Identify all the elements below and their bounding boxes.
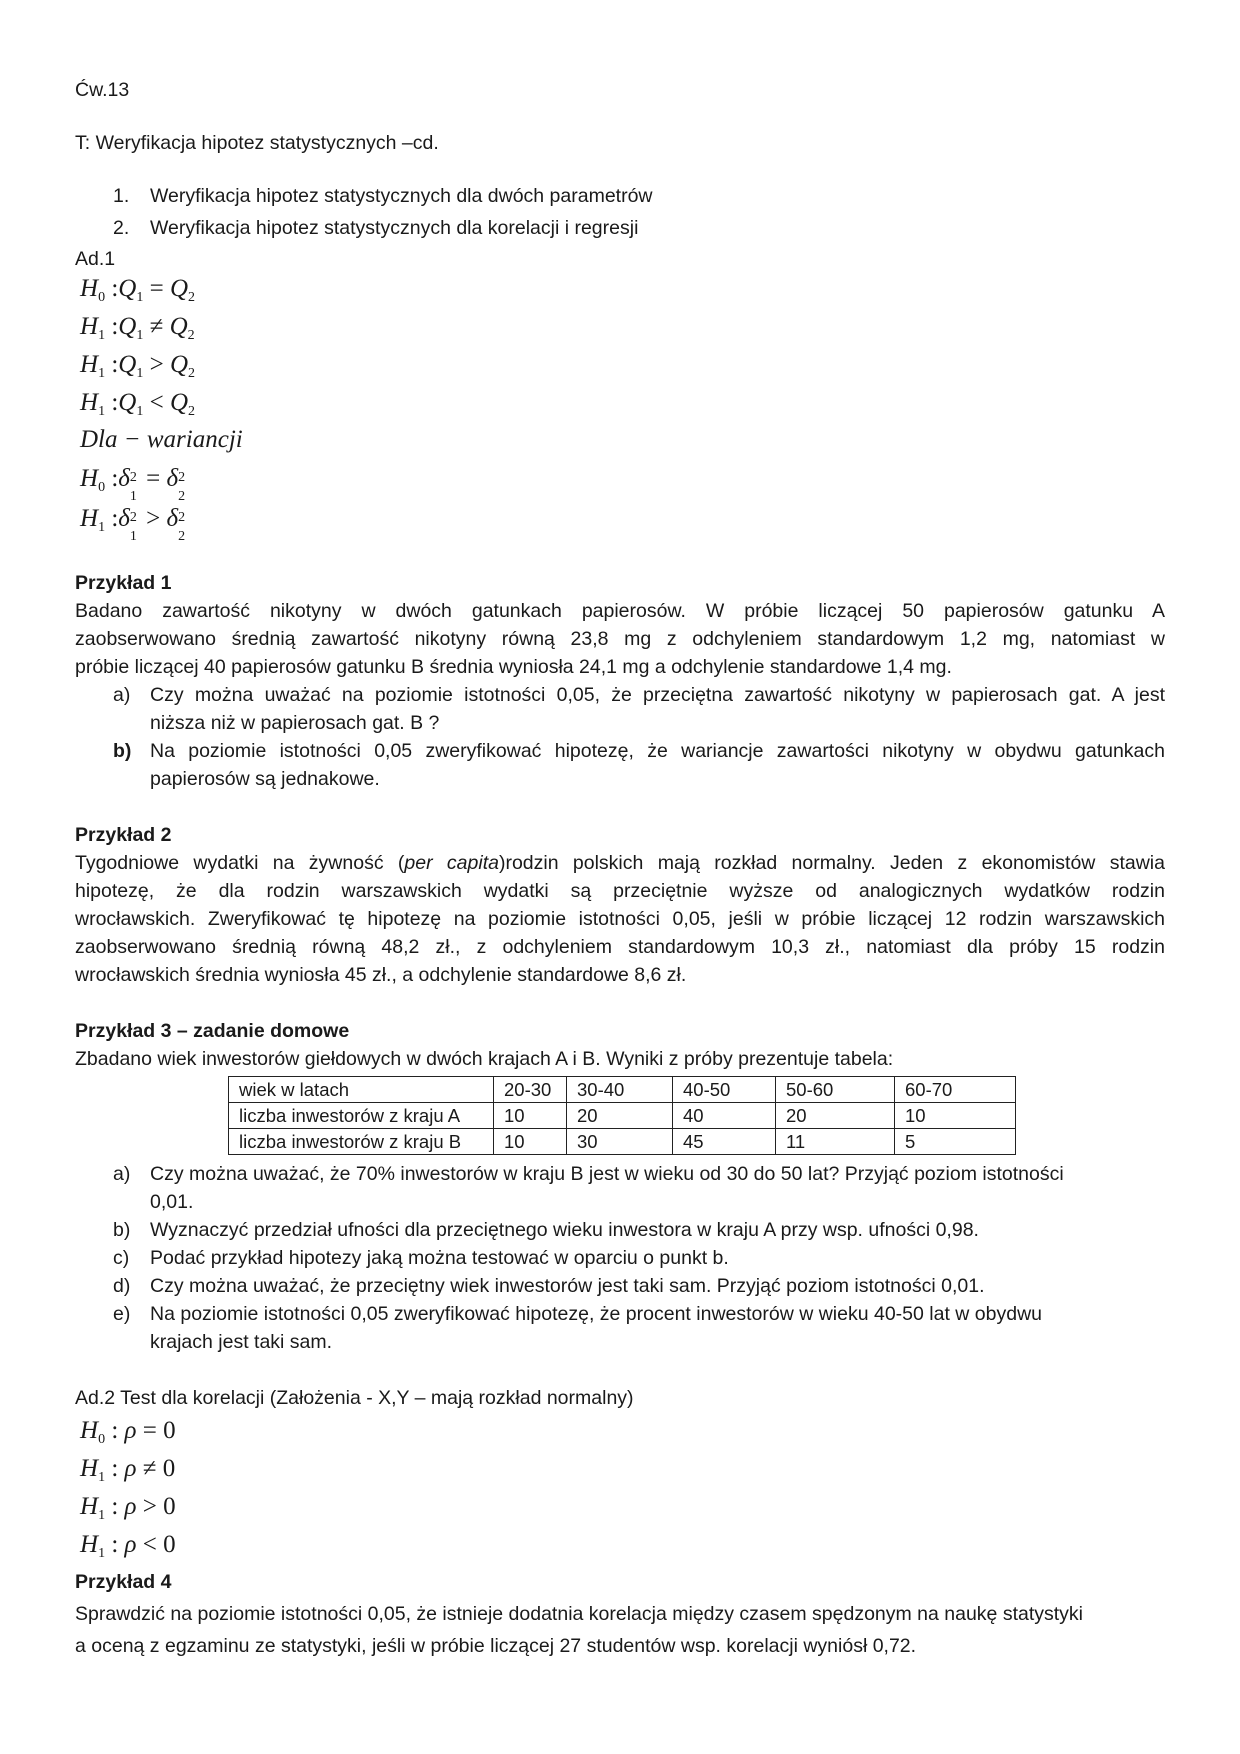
- outline-number: 2.: [113, 217, 130, 239]
- example1-text: zaobserwowano średnią zawartość nikotyny równą 23,8 mg z odchyleniem standardowym 1,2 mg, natomiast w: [75, 628, 1165, 650]
- example3-item: 0,01.: [150, 1191, 194, 1213]
- variance-label: Dla − wariancji: [80, 426, 243, 453]
- outline-number: 1.: [113, 185, 130, 207]
- example3-item: Na poziomie istotności 0,05 zweryfikować hipotezę, że procent inwestorów w wieku 40-50 lat w obydwu: [150, 1303, 1043, 1325]
- table-cell: 30-40: [567, 1077, 673, 1103]
- example2-text: zaobserwowano średnią równą 48,2 zł., z odchyleniem standardowym 10,3 zł., natomiast dla próby 15 rodzin: [75, 936, 1165, 958]
- exercise-number: Ćw.13: [75, 79, 130, 101]
- example1-text: próbie liczącej 40 papierosów gatunku B średnia wyniosła 24,1 mg a odchylenie standardowe 1,4 mg.: [75, 656, 952, 678]
- table-cell: 40-50: [673, 1077, 776, 1103]
- example1-title: Przykład 1: [75, 572, 172, 594]
- hypothesis-formula: $H_1$ $:Q_1 > Q_2$: [80, 351, 195, 381]
- table-cell: 20: [567, 1103, 673, 1129]
- table-cell: 11: [776, 1129, 895, 1155]
- hypothesis-formula: $H_0$ :δ 2 1 = δ 2 2: [80, 465, 186, 505]
- example3-title: Przykład 3 – zadanie domowe: [75, 1020, 350, 1042]
- item-marker: d): [113, 1275, 131, 1297]
- table-cell: liczba inwestorów z kraju A: [229, 1103, 494, 1129]
- example3-item: Czy można uważać, że 70% inwestorów w kraju B jest w wieku od 30 do 50 lat? Przyjąć poziom istotności: [150, 1163, 1064, 1185]
- item-marker: b): [113, 1219, 131, 1241]
- example1-item: papierosów są jednakowe.: [150, 768, 380, 790]
- example3-item: Wyznaczyć przedział ufności dla przeciętnego wieku inwestora w kraju A przy wsp. ufności 0,98.: [150, 1219, 979, 1241]
- table-cell: wiek w latach: [229, 1077, 494, 1103]
- table-cell: 20: [776, 1103, 895, 1129]
- section-label-ad1: Ad.1: [75, 248, 116, 270]
- example2-text: wrocławskich średnia wyniosła 45 zł., a odchylenie standardowe 8,6 zł.: [75, 964, 687, 986]
- example1-text: Badano zawartość nikotyny w dwóch gatunkach papierosów. W próbie liczącej 50 papierosów gatunku A: [75, 600, 1165, 622]
- example1-item: niższa niż w papierosach gat. B ?: [150, 712, 440, 734]
- table-row: [229, 1129, 1016, 1155]
- table-row: [229, 1077, 1016, 1103]
- table-cell: 10: [895, 1103, 1016, 1129]
- example3-item: krajach jest taki sam.: [150, 1331, 333, 1353]
- hypothesis-formula: $H_1$ : ρ ≠ 0: [80, 1455, 176, 1485]
- hypothesis-formula: $H_0$ $:Q_1 = Q_2$: [80, 275, 195, 305]
- table-row: [229, 1103, 1016, 1129]
- example2-text: Tygodniowe wydatki na żywność (per capita)rodzin polskich mają rozkład normalny. Jeden z ekonomistów stawia: [75, 852, 1165, 874]
- example2-text: hipotezę, że dla rodzin warszawskich wydatki są przeciętnie wyższe od analogicznych wydatków rodzin: [75, 880, 1165, 902]
- hypothesis-formula: $H_1$ : ρ < 0: [80, 1531, 176, 1561]
- table-cell: 45: [673, 1129, 776, 1155]
- hypothesis-formula: $H_1$ $:Q_1 < Q_2$: [80, 389, 195, 419]
- table-cell: 40: [673, 1103, 776, 1129]
- hypothesis-formula: $H_1$ $:Q_1 \ne Q_2$: [80, 313, 195, 343]
- item-marker: a): [113, 1163, 131, 1185]
- table-cell: 20-30: [494, 1077, 567, 1103]
- example3-intro: Zbadano wiek inwestorów giełdowych w dwóch krajach A i B. Wyniki z próby prezentuje tabela:: [75, 1048, 894, 1070]
- example4-text: Sprawdzić na poziomie istotności 0,05, że istnieje dodatnia korelacja między czasem spędzonym na naukę statystyki: [75, 1603, 1084, 1625]
- table-cell: 10: [494, 1103, 567, 1129]
- hypothesis-formula: $H_0$ : ρ = 0: [80, 1417, 176, 1447]
- example1-item: Na poziomie istotności 0,05 zweryfikować hipotezę, że wariancje zawartości nikotyny w obydwu gatunkach: [150, 740, 1165, 762]
- outline-item: Weryfikacja hipotez statystycznych dla dwóch parametrów: [150, 185, 653, 207]
- item-marker: c): [113, 1247, 130, 1269]
- item-marker: e): [113, 1303, 131, 1325]
- outline-item: Weryfikacja hipotez statystycznych dla korelacji i regresji: [150, 217, 639, 239]
- table-cell: 60-70: [895, 1077, 1016, 1103]
- table-cell: 10: [494, 1129, 567, 1155]
- table-cell: liczba inwestorów z kraju B: [229, 1129, 494, 1155]
- hypothesis-formula: $H_1$ :δ 2 1 > δ 2 2: [80, 505, 186, 545]
- table-cell: 5: [895, 1129, 1016, 1155]
- example3-item: Podać przykład hipotezy jaką można testować w oparciu o punkt b.: [150, 1247, 729, 1269]
- investors-table: [228, 1076, 1016, 1155]
- example2-title: Przykład 2: [75, 824, 172, 846]
- item-marker: b): [113, 740, 132, 762]
- example1-item: Czy można uważać na poziomie istotności 0,05, że przeciętna zawartość nikotyny w papierosach gat. A jest: [150, 684, 1165, 706]
- example4-text: a oceną z egzaminu ze statystyki, jeśli w próbie liczącej 27 studentów wsp. korelacji wyniósł 0,72.: [75, 1635, 917, 1657]
- item-marker: a): [113, 684, 131, 706]
- example2-text: wrocławskich. Zweryfikować tę hipotezę na poziomie istotności 0,05, jeśli w próbie liczącej 12 rodzin warszawskich: [75, 908, 1165, 930]
- topic-title: T: Weryfikacja hipotez statystycznych –cd.: [75, 132, 439, 154]
- hypothesis-formula: $H_1$ : ρ > 0: [80, 1493, 176, 1523]
- section-label-ad2: Ad.2 Test dla korelacji (Założenia - X,Y – mają rozkład normalny): [75, 1387, 634, 1409]
- example4-title: Przykład 4: [75, 1571, 172, 1593]
- table-cell: 30: [567, 1129, 673, 1155]
- example3-item: Czy można uważać, że przeciętny wiek inwestorów jest taki sam. Przyjąć poziom istotności 0,01.: [150, 1275, 985, 1297]
- table-cell: 50-60: [776, 1077, 895, 1103]
